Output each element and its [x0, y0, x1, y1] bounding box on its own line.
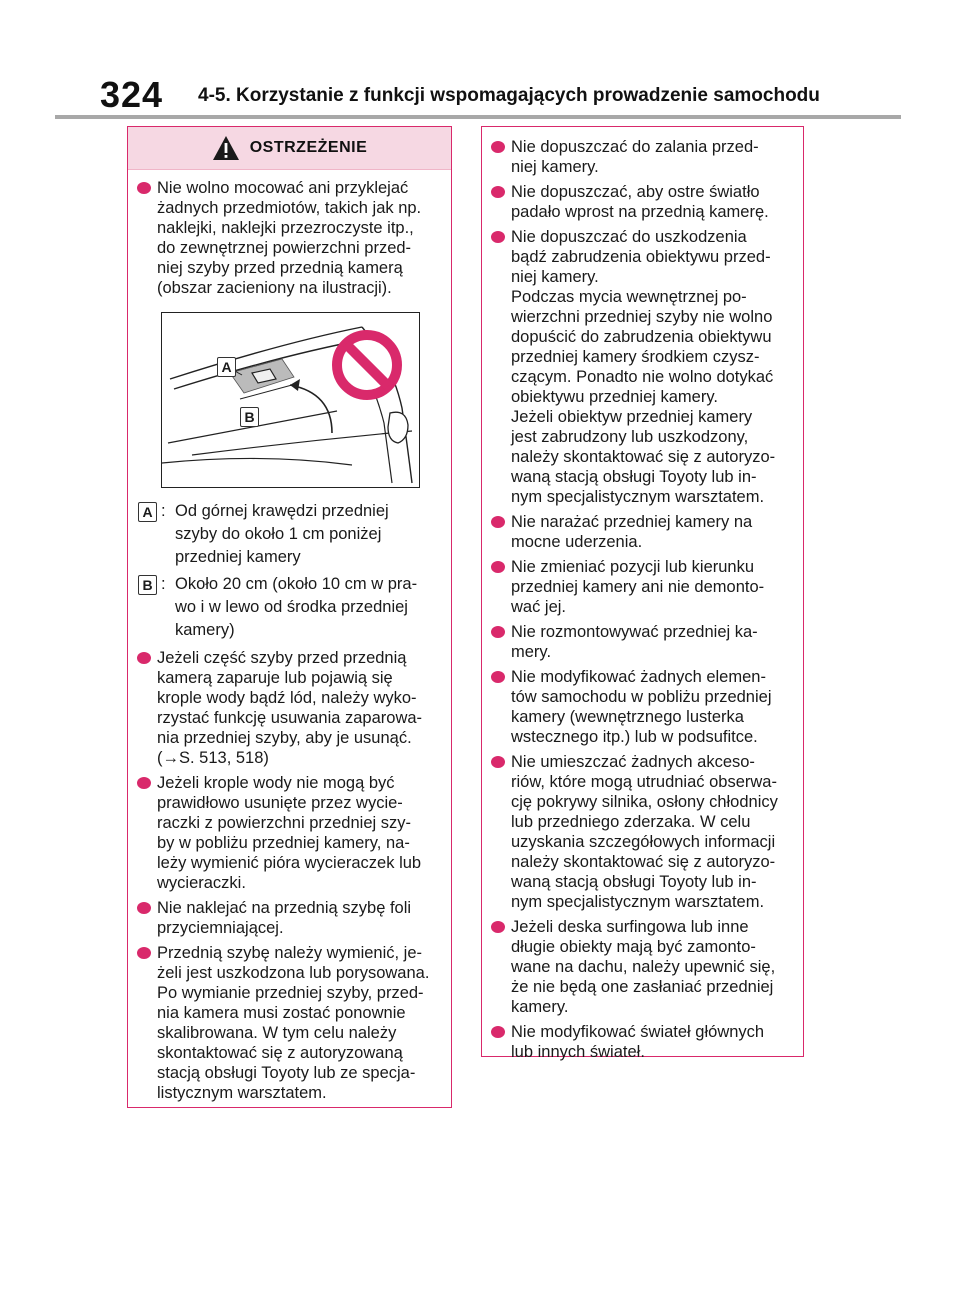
definition-text: Od górnej krawędzi przedniej szyby do około 1 cm poniżej przedniej kamery	[175, 502, 389, 566]
bullet-dot-icon	[491, 516, 505, 528]
figure-label-b: B	[240, 407, 259, 427]
bullet-text: Nie naklejać na przednią szybę foli przyciemniającej.	[157, 899, 412, 937]
warning-box-right	[481, 126, 804, 1061]
bullet-text: Nie narażać przedniej kamery na mocne uderzenia.	[511, 513, 753, 551]
bullet-text: Nie umieszczać żadnych akceso- riów, które mogą utrudniać obserwa- cję pokrywy silnika, osłony chłodnicy lub przedniego zderzaka. W celu uzyskania szczegółowych informacji należy skontaktować się z autoryzo- waną stacją obsługi Toyoty lub in- nym specjalistycznym warsztatem.	[511, 753, 778, 911]
bullet-dot-icon	[491, 186, 505, 198]
windshield-camera-illustration	[161, 312, 420, 488]
list-item	[490, 667, 797, 747]
bullet-dot-icon	[491, 756, 505, 768]
bullet-text: Nie dopuszczać do zalania przed- niej kamery.	[511, 138, 759, 176]
list-item	[490, 227, 797, 507]
list-item	[490, 182, 797, 222]
bullet-dot-icon	[491, 921, 505, 933]
bullet-text: Nie zmieniać pozycji lub kierunku przedniej kamery ani nie demonto- wać jej.	[511, 558, 765, 616]
bullet-text: Przednią szybę należy wymienić, je- żeli jest uszkodzona lub porysowana. Po wymianie przedniej szyby, przed- nia kamera musi zostać ponownie skalibrowana. W tym celu należy skontaktować się z autoryzowaną stacją obsługi Toyoty lub ze specja- listycznym warsztatem.	[157, 944, 430, 1102]
warning-triangle-icon	[212, 135, 240, 161]
list-item	[490, 752, 797, 912]
bullet-dot-icon	[491, 626, 505, 638]
bullet-dot-icon	[491, 671, 505, 683]
bullet-dot-icon	[491, 141, 505, 153]
bullet-text: Jeżeli deska surfingowa lub inne długie obiekty mają być zamonto- wane na dachu, należy upewnić się, że nie będą one zasłaniać przedniej kamery.	[511, 918, 776, 1016]
list-item	[490, 512, 797, 552]
windshield-drawing	[162, 313, 419, 487]
warning-header	[128, 127, 451, 170]
bullet-dot-icon	[137, 777, 151, 789]
bullet-text: Nie dopuszczać do uszkodzenia bądź zabrudzenia obiektywu przed- niej kamery. Podczas mycia wewnętrznej po- wierzchni przedniej szyby nie wolno dopuścić do zabrudzenia obiektywu przedniej kamery środkiem czysz- czącym. Ponadto nie wolno dotykać obiektywu przedniej kamery. Jeżeli obiektyw przedniej kamery jest zabrudzony lub uszkodzony, należy skontaktować się z autoryzo- waną stacją obsługi Toyoty lub in- nym specjalistycznym warsztatem.	[511, 228, 776, 506]
bullet-text: Nie modyfikować świateł głównych lub innych świateł.	[511, 1023, 765, 1061]
list-item	[136, 773, 445, 893]
definition-colon: :	[161, 502, 166, 520]
bullet-dot-icon	[491, 231, 505, 243]
list-item	[490, 557, 797, 617]
list-item	[490, 622, 797, 662]
label-b-badge: B	[138, 575, 157, 595]
list-item	[490, 137, 797, 177]
bullet-text: Jeżeli część szyby przed przednią kamerą zaparuje lub pojawią się krople wody bądź lód, należy wyko- rzystać funkcję usuwania zaparowa- nia przedniej szyby, aby je usunąć. (→S. 513, 518)	[157, 649, 423, 767]
warning-box-left	[127, 126, 452, 1108]
bullet-text: Nie dopuszczać, aby ostre światło padało wprost na przednią kamerę.	[511, 183, 769, 221]
bullet-dot-icon	[491, 1026, 505, 1038]
section-title: 4-5. Korzystanie z funkcji wspomagających prowadzenie samochodu	[198, 85, 820, 106]
list-item	[490, 1022, 797, 1062]
warning-content-right	[482, 127, 803, 1073]
figure-label-a: A	[217, 357, 236, 377]
warning-title: OSTRZEŻENIE	[249, 139, 368, 156]
bullet-dot-icon	[137, 182, 151, 194]
bullet-text: Jeżeli krople wody nie mogą być prawidłowo usunięte przez wycie- raczki z powierzchni przedniej szy- by w pobliżu przedniej kamery, na- leży wymienić pióra wycieraczek lub wycieraczki.	[157, 774, 422, 892]
bullet-text: Nie wolno mocować ani przyklejać żadnych przedmiotów, takich jak np. naklejki, naklejki przezroczyste itp., do zewnętrznej powierzchni przed- niej szyby przed przednią kamerą (obszar zacieniony na ilustracji).	[157, 179, 422, 297]
bullet-dot-icon	[137, 652, 151, 664]
list-item	[490, 917, 797, 1017]
page-number: 324	[100, 74, 164, 115]
bullet-dot-icon	[137, 947, 151, 959]
definition-item-a	[136, 500, 445, 569]
bullet-text: Nie rozmontowywać przedniej ka- mery.	[511, 623, 758, 661]
label-a-badge: A	[138, 502, 157, 522]
warning-content-left	[128, 170, 451, 1114]
list-item	[136, 178, 445, 298]
list-item	[136, 898, 445, 938]
definition-list	[136, 500, 445, 642]
page-header	[0, 0, 960, 120]
definition-text: Około 20 cm (około 10 cm w pra- wo i w lewo od środka przedniej kamery)	[175, 575, 418, 639]
bullet-text: Nie modyfikować żadnych elemen- tów samochodu w pobliżu przedniej kamery (wewnętrznego lusterka wstecznego itp.) lub w podsufitce.	[511, 668, 772, 746]
list-item	[136, 648, 445, 768]
definition-colon: :	[161, 575, 166, 593]
definition-item-b	[136, 573, 445, 642]
header-rule	[55, 115, 901, 119]
bullet-dot-icon	[137, 902, 151, 914]
list-item	[136, 943, 445, 1103]
bullet-dot-icon	[491, 561, 505, 573]
